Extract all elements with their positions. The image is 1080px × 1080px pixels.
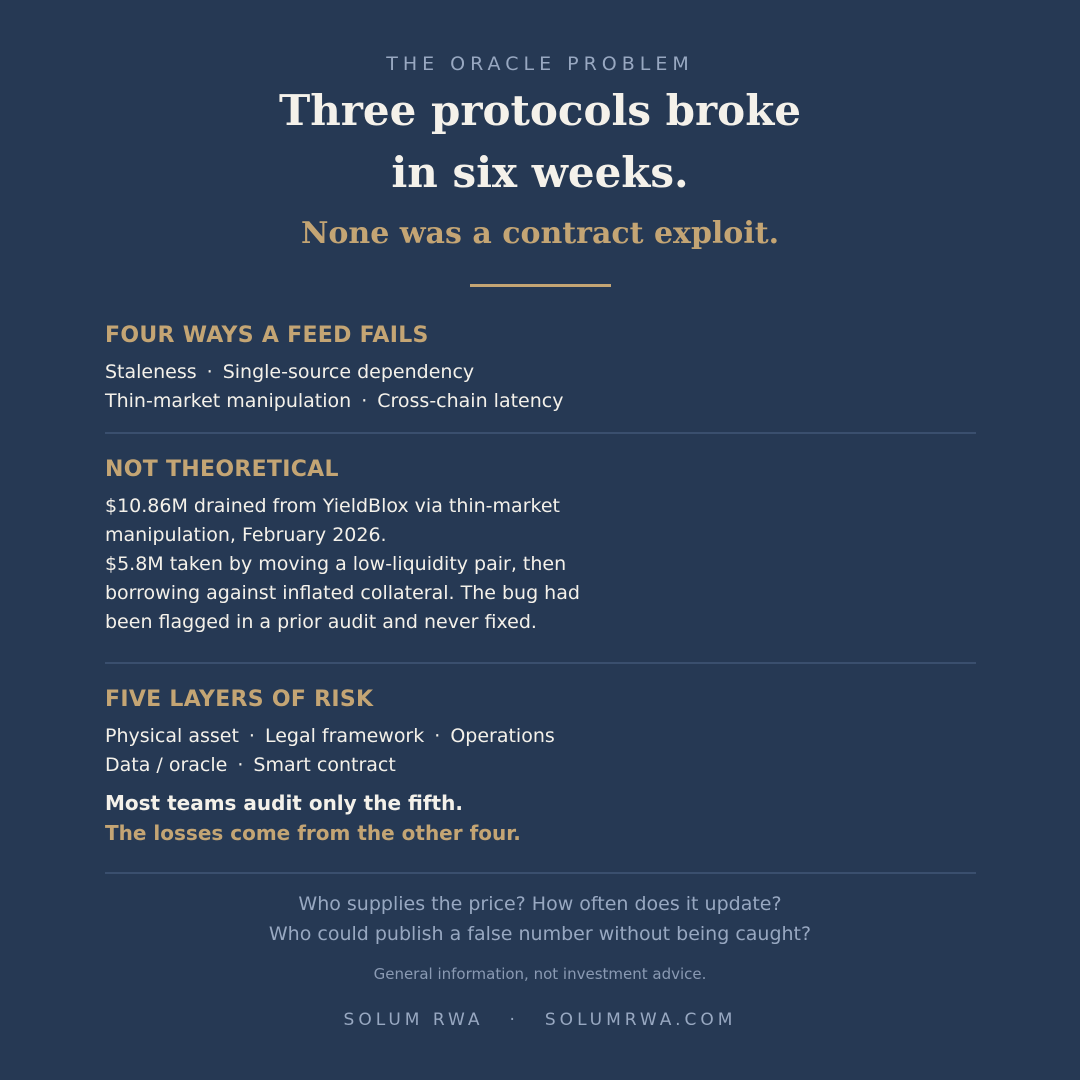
closing-questions xyxy=(0,889,1080,949)
risk-list-row-1 xyxy=(105,722,975,751)
risk-list-row-2 xyxy=(105,751,975,780)
section-divider xyxy=(105,872,976,874)
separator-dot: · xyxy=(237,754,244,776)
list-item: Single-source dependency xyxy=(222,361,475,383)
paragraph-line: $5.8M taken by moving a low-liquidity pair, then xyxy=(105,553,567,575)
brand-name: SOLUM RWA xyxy=(343,1010,484,1030)
list-item: Staleness xyxy=(105,361,197,383)
list-item: Physical asset xyxy=(105,725,239,747)
section-not-theoretical xyxy=(105,456,975,637)
headline-line-1: Three protocols broke xyxy=(278,86,802,135)
eyebrow-label: THE ORACLE PROBLEM xyxy=(386,53,694,75)
headline xyxy=(0,80,1080,204)
list-item: Smart contract xyxy=(253,754,396,776)
emphasis-conclusion: The losses come from the other four. xyxy=(105,821,521,845)
failure-list-row-2 xyxy=(105,387,975,416)
subheadline: None was a contract exploit. xyxy=(300,216,780,251)
failure-list-row-1 xyxy=(105,358,975,387)
list-item: Thin-market manipulation xyxy=(105,390,352,412)
disclaimer: General information, not investment advice. xyxy=(373,965,707,983)
footer xyxy=(0,1010,1080,1030)
section-risk-layers xyxy=(105,686,975,848)
paragraph-line: $10.86M drained from YieldBlox via thin-market xyxy=(105,495,560,517)
section-feed-failures xyxy=(105,322,975,416)
separator-dot: · xyxy=(248,725,255,747)
website-link[interactable]: SOLUMRWA.COM xyxy=(544,1010,737,1030)
paragraph-line: borrowing against inflated collateral. The bug had xyxy=(105,582,580,604)
question-line-2: Who could publish a false number without being caught? xyxy=(268,923,812,945)
separator-dot: · xyxy=(361,390,368,412)
question-line-1: Who supplies the price? How often does it update? xyxy=(298,893,782,915)
section-title: FIVE LAYERS OF RISK xyxy=(105,687,374,712)
section-divider xyxy=(105,432,976,434)
accent-rule xyxy=(470,284,611,287)
separator-dot: · xyxy=(434,725,441,747)
section-divider xyxy=(105,662,976,664)
section-title: NOT THEORETICAL xyxy=(105,457,339,482)
list-item: Legal framework xyxy=(264,725,425,747)
list-item: Data / oracle xyxy=(105,754,228,776)
emphasis-statement: Most teams audit only the fifth. xyxy=(105,791,463,815)
paragraph-line: been flagged in a prior audit and never fixed. xyxy=(105,611,537,633)
section-title: FOUR WAYS A FEED FAILS xyxy=(105,323,429,348)
list-item: Operations xyxy=(450,725,555,747)
list-item: Cross-chain latency xyxy=(377,390,564,412)
separator-dot: · xyxy=(206,361,213,383)
footer-separator: · xyxy=(509,1010,519,1030)
headline-line-2: in six weeks. xyxy=(391,148,689,197)
paragraph-line: manipulation, February 2026. xyxy=(105,524,387,546)
